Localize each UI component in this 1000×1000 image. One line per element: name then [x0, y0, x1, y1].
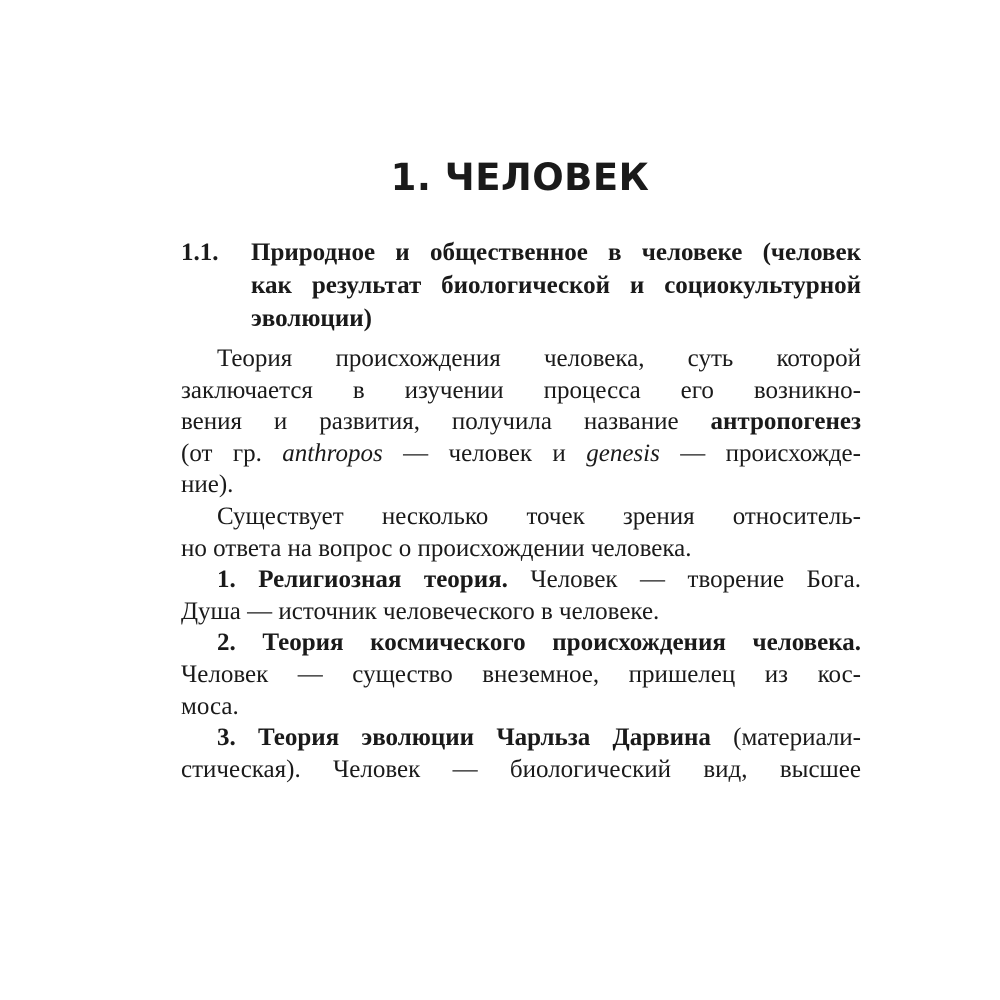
paragraph-darwin-theory — [181, 722, 861, 785]
theory-heading-cosmic: 2. Теория космического происхождения человека. — [217, 629, 861, 657]
text-line: ние). — [181, 471, 234, 499]
section-1-1 — [181, 236, 861, 785]
text-fragment: (от гр. — [181, 439, 283, 467]
text-line: заключается в изучении процесса его возникно- — [181, 376, 861, 404]
text-line: Теория происхождения человека, суть которой — [217, 345, 861, 372]
term-anthropos: anthropos — [282, 439, 383, 467]
text-line: Существует несколько точек зрения относитель- — [217, 502, 861, 530]
theory-heading-darwin: 3. Теория эволюции Чарльза Дарвина — [217, 724, 711, 752]
term-anthropogenesis: антропогенез — [710, 408, 861, 436]
section-heading — [181, 236, 861, 335]
text-line — [181, 438, 861, 470]
text-line: стическая). Человек — биологический вид, высшее — [181, 755, 861, 783]
text-fragment: — происхожде- — [659, 439, 861, 467]
section-title-line: как результат биологической и социокультурной — [251, 272, 861, 299]
paragraph-cosmic-theory — [181, 627, 861, 722]
section-title-line: Природное и общественное в человеке (человек — [251, 239, 861, 266]
theory-heading-religious: 1. Религиозная теория. — [217, 566, 508, 594]
text-line: но ответа на вопрос о происхождении человека. — [181, 534, 692, 562]
body-text — [181, 343, 861, 785]
text-line: Человек — существо внеземное, пришелец из кос- — [181, 660, 861, 688]
text-line: моса. — [181, 692, 239, 720]
text-line — [181, 627, 861, 659]
text-fragment: (материали- — [710, 724, 861, 752]
text-fragment: вения и развития, получила название — [181, 408, 711, 436]
text-fragment: — человек и — [382, 439, 587, 467]
term-genesis: genesis — [586, 439, 660, 467]
text-line — [181, 406, 861, 438]
text-line: Душа — источник человеческого в человеке. — [181, 597, 660, 625]
paragraph-anthropogenesis — [181, 343, 861, 501]
text-line — [181, 722, 861, 754]
paragraph-viewpoints — [181, 501, 861, 564]
paragraph-religious-theory — [181, 564, 861, 627]
section-title — [251, 236, 861, 335]
text-line — [181, 564, 861, 596]
text-fragment: Человек — творение Бога. — [507, 566, 861, 594]
section-number: 1.1. — [181, 239, 219, 266]
section-title-line: эволюции) — [251, 305, 372, 332]
chapter-title: 1. ЧЕЛОВЕК — [390, 156, 650, 199]
